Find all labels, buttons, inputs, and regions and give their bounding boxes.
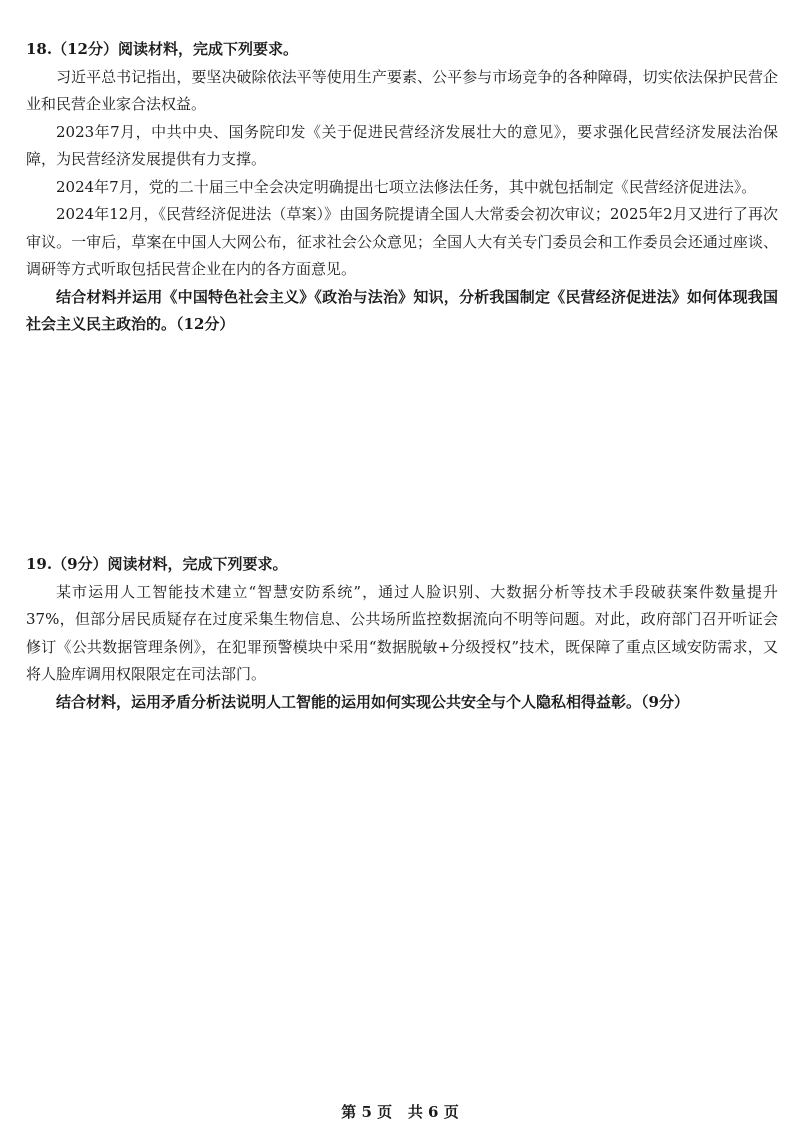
question-19-material-1: 某市运用人工智能技术建立“智慧安防系统”，通过人脸识别、大数据分析等技术手段破获案件数量提升37%，但部分居民质疑存在过度采集生物信息、公共场所监控数据流向不明等问题。对此，政府部门召开听证会修订《公共数据管理条例》，在犯罪预警模块中采用“数据脱敏+分级授权”技术，既保障了重点区域安防需求，又将人脸库调用权限限定在司法部门。: [26, 582, 778, 683]
question-19-heading: 19.（9分）阅读材料，完成下列要求。: [26, 555, 288, 573]
question-18-material-4: 2024年12月，《民营经济促进法（草案）》由国务院提请全国人大常委会初次审议；2025年2月又进行了再次审议。一审后，草案在中国人大网公布，征求社会公众意见；全国人大有关专门委员会和工作委员会还通过座谈、调研等方式听取包括民营企业在内的各方面意见。: [26, 205, 778, 278]
question-18-material-2: 2023年7月，中共中央、国务院印发《关于促进民营经济发展壮大的意见》，要求强化民营经济发展法治保障，为民营经济发展提供有力支撑。: [26, 122, 778, 168]
page-number: 第 5 页 共 6 页: [341, 1103, 459, 1121]
question-18-task: 结合材料并运用《中国特色社会主义》《政治与法治》知识，分析我国制定《民营经济促进法》如何体现我国社会主义民主政治的。（12分）: [26, 287, 778, 333]
question-18-material-3: 2024年7月，党的二十届三中全会决定明确提出七项立法修法任务，其中就包括制定《民营经济促进法》。: [56, 177, 757, 196]
question-18: [26, 36, 778, 339]
question-19-task: 结合材料，运用矛盾分析法说明人工智能的运用如何实现公共安全与个人隐私相得益彰。（9分）: [56, 692, 689, 711]
question-18-material-1: 习近平总书记指出，要坚决破除依法平等使用生产要素、公平参与市场竞争的各种障碍，切实依法保护民营企业和民营企业家合法权益。: [26, 67, 778, 113]
question-19: [26, 551, 778, 716]
question-18-heading: 18.（12分）阅读材料，完成下列要求。: [26, 40, 298, 58]
